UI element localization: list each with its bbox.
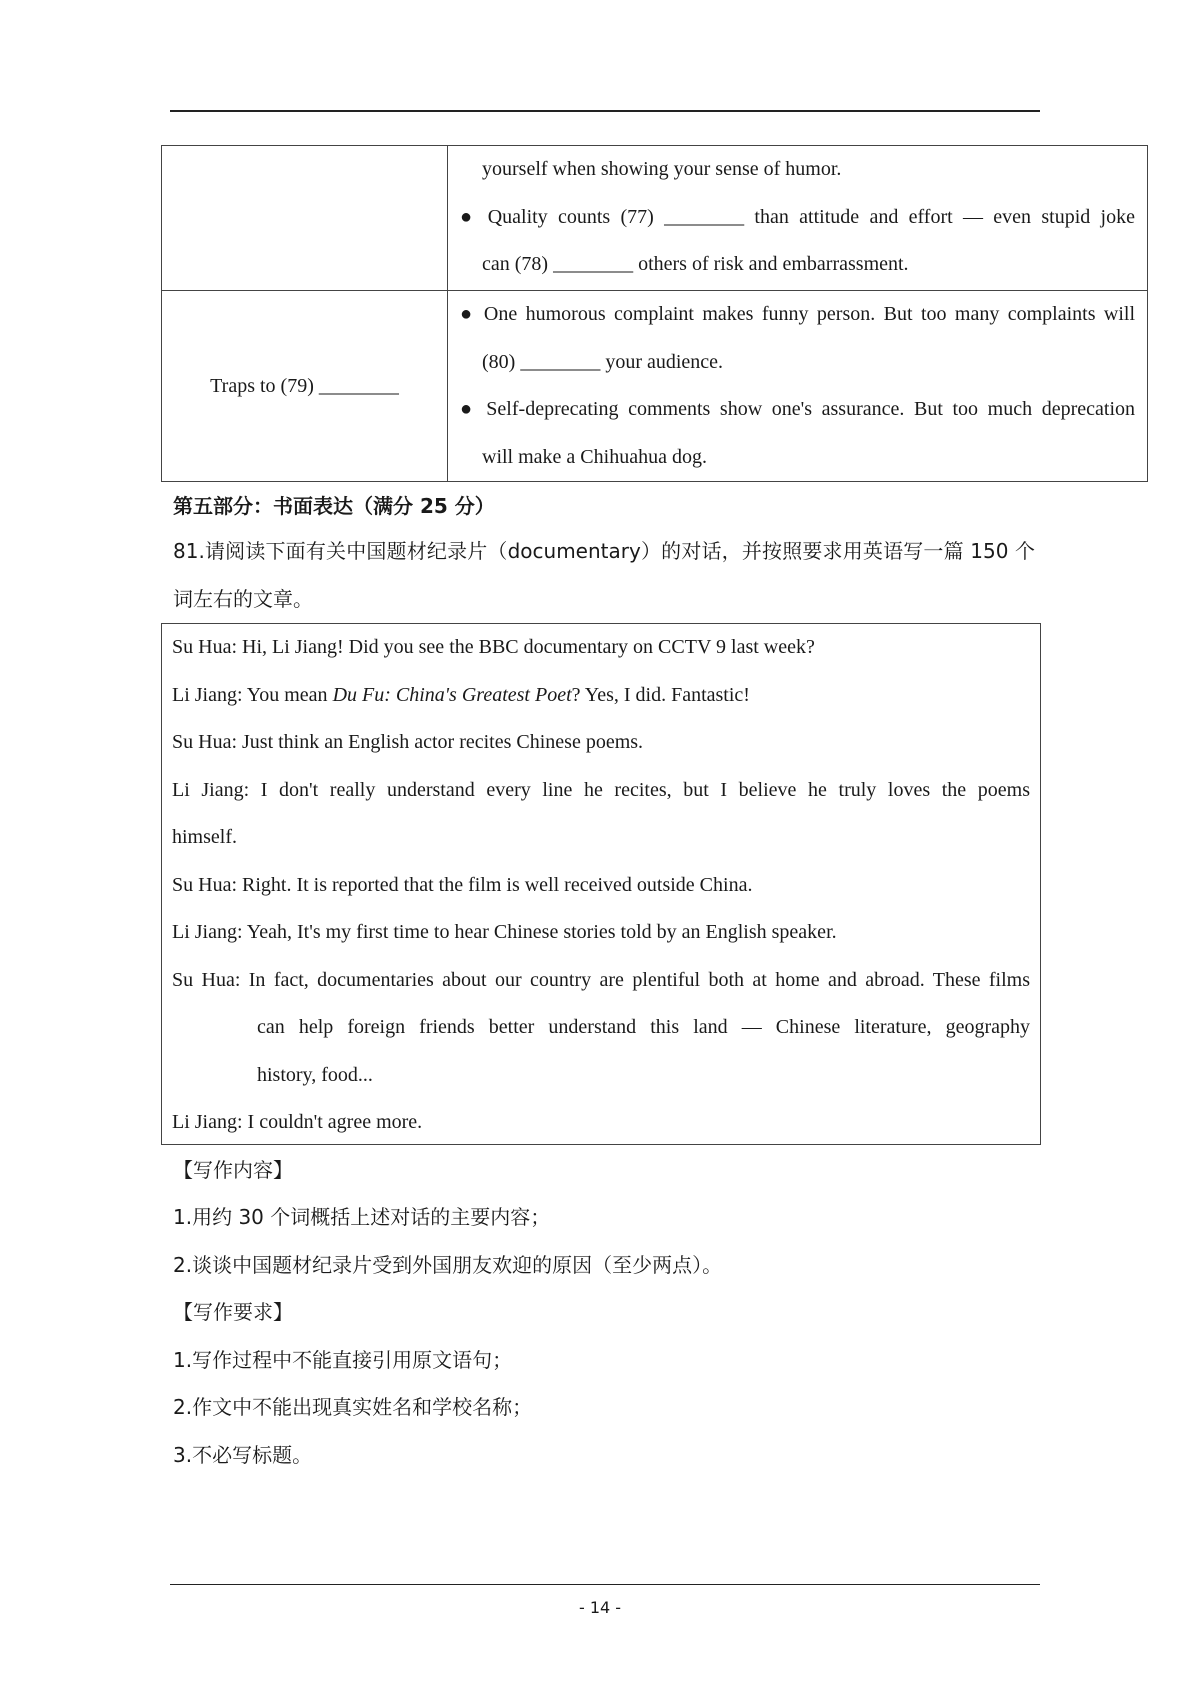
task-intro: 81.请阅读下面有关中国题材纪录片（documentary）的对话，并按照要求用英语写一篇 150 个词左右的文章。 [173, 539, 1035, 611]
requirement-item: 1.写作过程中不能直接引用原文语句； [173, 1348, 513, 1372]
section-title: 第五部分：书面表达（满分 25 分） [173, 494, 495, 518]
page-number: - 14 - [578, 1598, 622, 1617]
table-right-cell [448, 146, 1148, 291]
dialogue-line: Su Hua: Just think an English actor recites Chinese poems. [172, 731, 644, 753]
dialogue-line: Su Hua: In fact, documentaries about our country are plentiful both at home and abroad. These films [172, 968, 1030, 991]
requirement-item: 3.不必写标题。 [173, 1443, 313, 1467]
table-line: yourself when showing your sense of humor. [482, 158, 842, 180]
table-line-78: can (78) ________ others of risk and embarrassment. [482, 253, 909, 275]
dialogue-line: himself. [172, 826, 237, 848]
requirement-item: 2.作文中不能出现真实姓名和学校名称； [173, 1395, 533, 1419]
content-heading: 【写作内容】 [173, 1158, 293, 1182]
dialogue-continuation: can help foreign friends better understand this land — Chinese literature, geography [257, 1016, 1030, 1038]
documentary-title: Du Fu: China's Greatest Poet [332, 683, 572, 706]
fill-in-table [161, 145, 1148, 482]
table-bullet-77: ● Quality counts (77) ________ than attitude and effort — even stupid joke [460, 205, 1135, 228]
table-row [162, 146, 1148, 291]
header-rule [170, 110, 1040, 112]
dialogue-line: Su Hua: Hi, Li Jiang! Did you see the BBC documentary on CCTV 9 last week? [172, 636, 815, 658]
dialogue-box [161, 623, 1041, 1145]
table-left-cell-empty [162, 146, 448, 291]
content-item: 1.用约 30 个词概括上述对话的主要内容； [173, 1205, 551, 1229]
table-line-80: (80) ________ your audience. [482, 350, 724, 373]
table-bullet-deprecation: ● Self-deprecating comments show one's assurance. But too much deprecation [460, 398, 1135, 420]
table-line: will make a Chihuahua dog. [482, 445, 707, 468]
content-item: 2.谈谈中国题材纪录片受到外国朋友欢迎的原因（至少两点）。 [173, 1253, 723, 1277]
footer-rule [170, 1584, 1040, 1585]
dialogue-text: ? Yes, I did. Fantastic! [571, 683, 750, 706]
table-left-cell-traps: Traps to (79) ________ [162, 291, 448, 482]
table-bullet-complaint: ● One humorous complaint makes funny person. But too many complaints will [460, 303, 1135, 325]
dialogue-continuation: history, food... [257, 1063, 373, 1086]
dialogue-line: Li Jiang: I couldn't agree more. [172, 1111, 423, 1133]
dialogue-text: Li Jiang: You mean [172, 683, 333, 706]
dialogue-line: Li Jiang: Yeah, It's my first time to hear Chinese stories told by an English speaker. [172, 921, 837, 943]
requirements-heading: 【写作要求】 [173, 1300, 293, 1324]
dialogue-line: Su Hua: Right. It is reported that the film is well received outside China. [172, 873, 753, 896]
dialogue-line [172, 672, 1030, 720]
table-row [162, 291, 1148, 482]
table-right-cell [448, 291, 1148, 482]
dialogue-line: Li Jiang: I don't really understand every line he recites, but I believe he truly loves the poems [172, 778, 1030, 801]
